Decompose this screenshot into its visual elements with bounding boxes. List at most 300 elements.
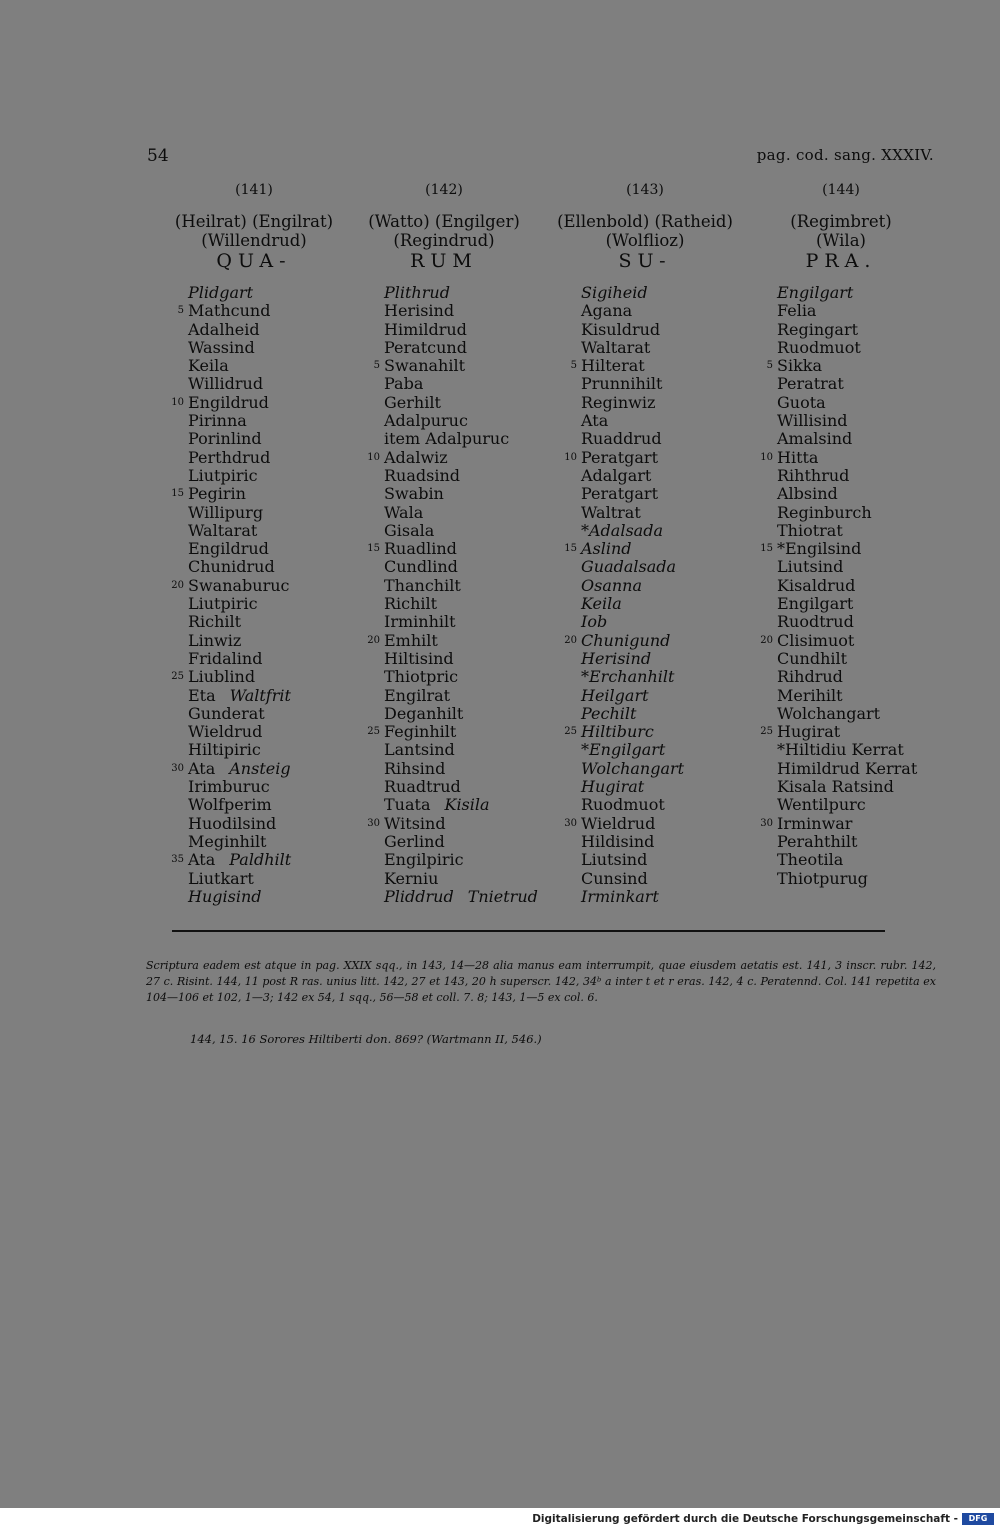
list-item: [777, 284, 917, 302]
column-number: (144): [822, 182, 860, 198]
list-item: [367, 539, 538, 559]
list-item: [384, 778, 538, 796]
column-141: [154, 182, 354, 272]
list-item: [188, 449, 291, 467]
list-item: [171, 575, 291, 595]
list-item: [777, 467, 917, 485]
list-item: [581, 302, 684, 320]
name-text: Rihsind: [384, 758, 446, 778]
head-line: (Ellenbold) (Ratheid): [557, 212, 733, 231]
name-text: Wieldrud: [581, 813, 656, 833]
name-text: Peratcund: [384, 337, 467, 357]
line-number: 25: [171, 671, 184, 683]
list-item: [777, 741, 917, 759]
line-number: 20: [564, 634, 577, 646]
list-item: [777, 339, 917, 357]
name-text: Liutpiric: [188, 465, 258, 485]
name-text: Eta: [188, 685, 216, 705]
list-item: [384, 741, 538, 759]
list-item: [188, 888, 291, 906]
list-item: [777, 504, 917, 522]
list-item: [777, 705, 917, 723]
name-addition: Waltfrit: [229, 685, 291, 705]
list-item: [777, 394, 917, 412]
list-item: [777, 321, 917, 339]
page-number: 54: [147, 146, 169, 166]
list-item: [188, 558, 291, 576]
list-item: [384, 394, 538, 412]
list-item: [777, 595, 917, 613]
list-item: [581, 467, 684, 485]
footer-text: Digitalisierung gefördert durch die Deutsche Forschungsgemeinschaft -: [532, 1513, 958, 1525]
name-text: Hugisind: [188, 886, 262, 906]
list-item: [777, 687, 917, 705]
name-text: Pechilt: [581, 703, 637, 723]
divider-rule: [172, 930, 885, 932]
list-item: [777, 412, 917, 430]
list-item: [384, 760, 538, 778]
line-number: 25: [760, 726, 773, 738]
list-item: [384, 833, 538, 851]
name-text: Liutpiric: [188, 594, 258, 614]
name-text: Keila: [581, 594, 622, 614]
name-text: Heilgart: [581, 685, 649, 705]
name-text: Gerlind: [384, 831, 445, 851]
name-text: Iob: [581, 612, 608, 632]
list-item: [581, 778, 684, 796]
name-text: Pirinna: [188, 411, 247, 431]
name-text: Waltarat: [581, 337, 651, 357]
list-item: [777, 760, 917, 778]
name-text: Ruodmuot: [581, 795, 665, 815]
head-line: (Watto) (Engilger): [368, 212, 520, 231]
list-item: [777, 485, 917, 503]
name-text: Cundhilt: [777, 648, 848, 668]
list-item: [188, 321, 291, 339]
head-caps: SU-: [618, 250, 672, 272]
list-item: [581, 522, 684, 540]
head-line: (Wila): [816, 231, 866, 250]
column-head: [741, 212, 941, 272]
list-item: [384, 851, 538, 869]
list-item: [777, 430, 917, 448]
name-text: Aslind: [581, 539, 632, 559]
name-text: Willidrud: [188, 374, 264, 394]
list-item: [581, 284, 684, 302]
list-item: [581, 613, 684, 631]
names-list-142: [367, 283, 538, 906]
head-line: (Heilrat) (Engilrat): [174, 212, 334, 231]
list-item: [564, 630, 684, 650]
list-item: [581, 595, 684, 613]
list-item: [581, 321, 684, 339]
name-text: Sigiheid: [581, 283, 648, 302]
name-text: Waltrat: [581, 502, 641, 522]
list-item: [777, 375, 917, 393]
name-text: Peratrat: [777, 374, 844, 394]
note-text: Scriptura eadem est atque in pag. XXIX sqq., in 143, 14—28 alia manus eam interrumpit, quae eiusdem aetatis est. 141, 3 inscr. rubr. 142, 27 c. Risint. 144, 11 post R ras. unius litt. 142, 27 et 143, 20 h superscr. 142, 34ᵇ a inter t et r eras. 142, 4 c. Peratennd. Col. 141 repetita ex 104—106 et 102, 1—3; 142 ex 54, 1 sqq., 56—58 et coll. 7. 8; 143, 1—5 ex col. 6.: [146, 959, 936, 1004]
list-item: [188, 613, 291, 631]
list-item: [384, 577, 538, 595]
list-item: [188, 540, 291, 558]
list-item: [581, 558, 684, 576]
name-text: Lantsind: [384, 740, 455, 760]
list-item: [384, 430, 538, 448]
line-number: 15: [760, 543, 773, 555]
name-text: Richilt: [384, 594, 438, 614]
list-item: [777, 302, 917, 320]
line-number: 20: [760, 634, 773, 646]
list-item: [171, 667, 291, 687]
list-item: [777, 851, 917, 869]
list-item: [760, 447, 917, 467]
list-item: [760, 539, 917, 559]
name-text: Engilpiric: [384, 850, 464, 870]
line-number: 10: [564, 451, 577, 463]
head-caps: QUA-: [216, 250, 292, 272]
name-text: Cunsind: [581, 868, 648, 888]
list-item: [188, 357, 291, 375]
head-line: (Willendrud): [201, 231, 307, 250]
name-text: Rihthrud: [777, 465, 850, 485]
list-item: [188, 595, 291, 613]
list-item: [188, 687, 291, 705]
name-text: Linwiz: [188, 630, 242, 650]
head-caps: RUM: [410, 250, 478, 272]
name-addition: Ansteig: [229, 758, 291, 778]
list-item: [188, 870, 291, 888]
name-text: Huodilsind: [188, 813, 277, 833]
list-item: [384, 412, 538, 430]
name-text: Adalpuruc: [384, 411, 468, 431]
list-item: [171, 850, 292, 870]
name-text: Tuata: [384, 795, 431, 815]
column-144: [741, 182, 941, 272]
list-item: [581, 796, 684, 814]
name-text: Liutkart: [188, 868, 254, 888]
line-number: 25: [564, 726, 577, 738]
list-item: [367, 630, 538, 650]
line-number: 20: [367, 634, 380, 646]
name-addition: Paldhilt: [229, 850, 292, 870]
name-text: Irimburuc: [188, 777, 270, 797]
name-text: Ruodtrud: [777, 612, 854, 632]
list-item: [384, 650, 538, 668]
name-text: Waltarat: [188, 520, 258, 540]
line-number: 30: [171, 762, 184, 774]
name-text: Wentilpurc: [777, 795, 866, 815]
list-item: [367, 447, 538, 467]
list-item: [777, 577, 917, 595]
name-text: Albsind: [777, 484, 838, 504]
name-text: Chunidrud: [188, 557, 275, 577]
name-text: Willipurg: [188, 502, 264, 522]
list-item: [581, 485, 684, 503]
line-number: 10: [760, 451, 773, 463]
name-addition: Kisila: [444, 795, 490, 815]
name-text: Peratgart: [581, 447, 658, 467]
name-text: Ata: [188, 758, 216, 778]
name-text: Amalsind: [777, 429, 853, 449]
list-item: [171, 758, 291, 778]
name-text: Witsind: [384, 813, 446, 833]
list-item: [384, 687, 538, 705]
list-item: [384, 321, 538, 339]
name-text: Plidgart: [188, 283, 254, 302]
name-text: Liutsind: [777, 557, 844, 577]
list-item: [384, 375, 538, 393]
name-text: Adalheid: [188, 319, 260, 339]
list-item: [188, 778, 291, 796]
line-number: 20: [171, 579, 184, 591]
name-text: Fridalind: [188, 648, 263, 668]
list-item: [188, 815, 291, 833]
list-item: [760, 722, 917, 742]
name-text: Keila: [188, 356, 229, 376]
name-text: Pegirin: [188, 484, 246, 504]
list-item: [581, 668, 684, 686]
list-item: [188, 705, 291, 723]
name-text: Ata: [188, 850, 216, 870]
name-text: Plithrud: [384, 283, 450, 302]
column-142: [344, 182, 544, 272]
list-item: [581, 650, 684, 668]
name-text: Engilrat: [384, 685, 451, 705]
list-item: [777, 668, 917, 686]
name-text: Irminhilt: [384, 612, 456, 632]
line-number: 5: [570, 360, 577, 372]
list-item: [581, 375, 684, 393]
name-text: Ruaddrud: [581, 429, 662, 449]
list-item: [581, 687, 684, 705]
list-item: [564, 722, 684, 742]
list-item: [777, 796, 917, 814]
line-number: 10: [171, 396, 184, 408]
name-text: *Erchanhilt: [581, 667, 675, 687]
name-text: Kisaldrud: [777, 575, 856, 595]
name-text: Gunderat: [188, 703, 265, 723]
name-text: Richilt: [188, 612, 242, 632]
list-item: [581, 870, 684, 888]
list-item: [777, 870, 917, 888]
column-number: (141): [235, 182, 273, 198]
name-text: Wassind: [188, 337, 255, 357]
name-text: Engildrud: [188, 539, 269, 559]
list-item: [384, 796, 538, 814]
name-text: Ruadtrud: [384, 777, 461, 797]
name-text: Irminwar: [777, 813, 853, 833]
name-text: Clisimuot: [777, 630, 855, 650]
column-number: (143): [626, 182, 664, 198]
name-text: *Hiltidiu Kerrat: [777, 740, 904, 760]
name-text: Liublind: [188, 667, 256, 687]
list-item: [384, 522, 538, 540]
list-item: [188, 650, 291, 668]
footer-bar: [0, 1508, 1000, 1530]
list-item: [564, 447, 684, 467]
list-item: [384, 888, 538, 906]
name-text: Gisala: [384, 520, 435, 540]
line-number: 30: [564, 817, 577, 829]
name-text: Herisind: [384, 301, 455, 321]
list-item: [766, 356, 917, 376]
list-item: [777, 613, 917, 631]
name-text: Wieldrud: [188, 722, 263, 742]
name-text: Paba: [384, 374, 424, 394]
list-item: [581, 430, 684, 448]
list-item: [581, 705, 684, 723]
name-text: Kisala Ratsind: [777, 777, 894, 797]
list-item: [373, 356, 538, 376]
name-text: *Engilgart: [581, 740, 666, 760]
list-item: [367, 722, 538, 742]
column-head: [154, 212, 354, 272]
name-text: Engilgart: [777, 283, 854, 302]
head-line: (Regimbret): [790, 212, 892, 231]
name-text: Himildrud Kerrat: [777, 758, 918, 778]
historical-note: 144, 15. 16 Sorores Hiltiberti don. 869? (Wartmann II, 546.): [190, 1032, 542, 1046]
name-text: Engildrud: [188, 392, 269, 412]
list-item: [581, 394, 684, 412]
list-item: [188, 339, 291, 357]
name-text: Reginwiz: [581, 392, 656, 412]
head-line: (Regindrud): [393, 231, 495, 250]
name-text: Hugirat: [777, 722, 841, 742]
name-text: Adalgart: [581, 465, 652, 485]
list-item: [760, 630, 917, 650]
name-text: Hitta: [777, 447, 819, 467]
name-text: Swabin: [384, 484, 444, 504]
name-text: Liutsind: [581, 850, 648, 870]
name-text: Ruadlind: [384, 539, 457, 559]
list-item: [384, 485, 538, 503]
list-item: [188, 723, 291, 741]
name-addition: Tnietrud: [467, 886, 538, 906]
name-text: Kerniu: [384, 868, 439, 888]
list-item: [581, 888, 684, 906]
name-text: Pliddrud: [384, 886, 454, 906]
name-text: Emhilt: [384, 630, 438, 650]
name-text: Hiltisind: [384, 648, 454, 668]
name-text: Himildrud: [384, 319, 467, 339]
list-item: [384, 668, 538, 686]
name-text: Deganhilt: [384, 703, 464, 723]
name-text: Prunnihilt: [581, 374, 663, 394]
head-line: (Wolflioz): [605, 231, 685, 250]
list-item: [188, 796, 291, 814]
list-item: [570, 356, 684, 376]
list-item: [188, 375, 291, 393]
list-item: [188, 412, 291, 430]
name-text: Gerhilt: [384, 392, 441, 412]
names-list-143: [564, 283, 685, 906]
name-text: Sikka: [777, 356, 823, 376]
name-text: Rihdrud: [777, 667, 843, 687]
list-item: [384, 613, 538, 631]
name-text: Irminkart: [581, 886, 659, 906]
name-text: Thiotrat: [777, 520, 843, 540]
name-text: *Engilsind: [777, 539, 862, 559]
list-item: [777, 558, 917, 576]
list-item: [188, 833, 291, 851]
line-number: 30: [367, 817, 380, 829]
line-number: 5: [177, 305, 184, 317]
name-text: Ruadsind: [384, 465, 461, 485]
list-item: [384, 339, 538, 357]
name-text: Adalwiz: [384, 447, 448, 467]
list-item: [564, 539, 684, 559]
name-text: Hiltiburc: [581, 722, 654, 742]
name-text: Perthdrud: [188, 447, 271, 467]
list-item: [581, 412, 684, 430]
list-item: [188, 741, 291, 759]
list-item: [171, 392, 291, 412]
name-text: Thiotpric: [384, 667, 459, 687]
name-text: Felia: [777, 301, 817, 321]
list-item: [188, 430, 291, 448]
list-item: [581, 741, 684, 759]
list-item: [777, 650, 917, 668]
name-text: Engilgart: [777, 594, 854, 614]
column-head: [344, 212, 544, 272]
list-item: [171, 484, 291, 504]
line-number: 15: [367, 543, 380, 555]
list-item: [188, 522, 291, 540]
list-item: [384, 504, 538, 522]
name-text: Merihilt: [777, 685, 843, 705]
list-item: [777, 522, 917, 540]
name-text: Wolchangart: [777, 703, 881, 723]
list-item: [581, 851, 684, 869]
name-text: Thiotpurug: [777, 868, 868, 888]
list-item: [177, 301, 291, 321]
name-text: Porinlind: [188, 429, 262, 449]
list-item: [384, 284, 538, 302]
name-text: Perahthilt: [777, 831, 858, 851]
name-text: Swanahilt: [384, 356, 466, 376]
name-text: Regingart: [777, 319, 859, 339]
line-number: 10: [367, 451, 380, 463]
name-text: Wolfperim: [188, 795, 272, 815]
line-number: 30: [760, 817, 773, 829]
name-text: Agana: [581, 301, 633, 321]
line-number: 35: [171, 854, 184, 866]
column-head: [545, 212, 745, 272]
name-text: Osanna: [581, 575, 643, 595]
name-text: Hugirat: [581, 777, 645, 797]
name-text: Thanchilt: [384, 575, 461, 595]
running-head: pag. cod. sang. XXXIV.: [756, 146, 934, 164]
name-text: Feginhilt: [384, 722, 457, 742]
list-item: [384, 302, 538, 320]
list-item: [188, 284, 291, 302]
name-text: item Adalpuruc: [384, 429, 510, 449]
name-text: Hildisind: [581, 831, 655, 851]
line-number: 15: [564, 543, 577, 555]
name-text: Chunigund: [581, 630, 671, 650]
list-item: [581, 339, 684, 357]
dfg-logo-icon: DFG: [962, 1513, 994, 1525]
list-item: [760, 813, 917, 833]
list-item: [581, 577, 684, 595]
name-text: Meginhilt: [188, 831, 267, 851]
name-text: Guadalsada: [581, 557, 677, 577]
list-item: [777, 833, 917, 851]
head-caps: PRA.: [805, 250, 877, 272]
list-item: [581, 760, 684, 778]
line-number: 5: [766, 360, 773, 372]
name-text: Reginburch: [777, 502, 872, 522]
